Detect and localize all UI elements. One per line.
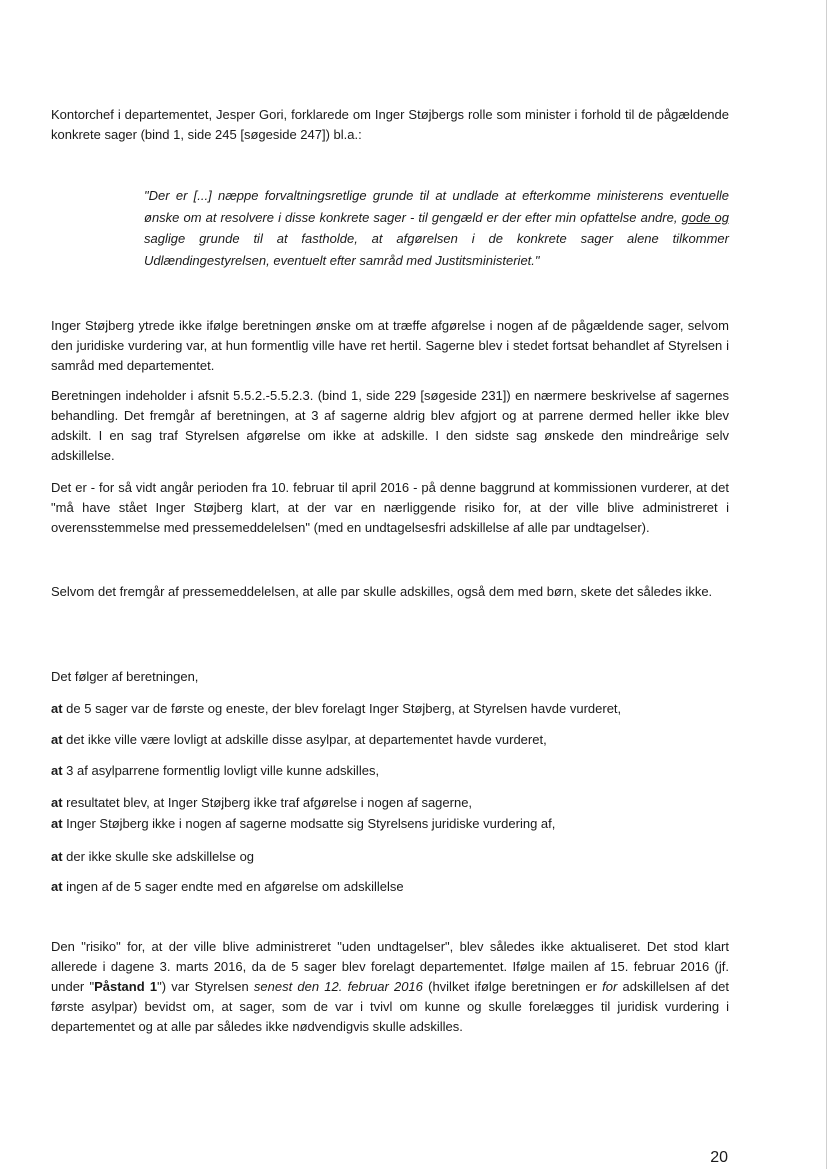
at-label: at (51, 795, 63, 810)
intro-paragraph: Kontorchef i departementet, Jesper Gori, forklarede om Inger Støjbergs rolle som minister i forhold til de pågældende konkrete sager (bind 1, side 245 [søgeside 247]) bl.a.: (51, 107, 729, 142)
final-italic-text-2: for (602, 979, 618, 994)
list-item-text: der ikke skulle ske adskillelse og (62, 849, 255, 864)
paragraph-3: Det er - for så vidt angår perioden fra 10. februar til april 2016 - på denne baggrund at kommissionen vurderer, at det "må have stået Inger Støjberg klart, at der var en nærliggende risiko for, at der ville blive administreret i overensstemmelse med pressemeddelelsen" (med en undtagelsesfri adskillelse af alle par undtagelser). (51, 480, 729, 535)
at-label: at (51, 701, 63, 716)
list-item (51, 815, 729, 833)
list-item (51, 700, 729, 718)
list-item-text: ingen af de 5 sager endte med en afgørelse om adskillelse (62, 879, 404, 894)
at-label: at (51, 816, 63, 831)
list-item-text: Inger Støjberg ikke i nogen af sagerne modsatte sig Styrelsens juridiske vurdering af, (62, 816, 556, 831)
final-text-1: Den "risiko" for, at der ville blive administreret "uden undtagelser", blev således ikke aktualiseret. Det stod klart allerede i dagene 3. marts 2016, da de 5 sager blev forelagt departementet. Ifølge mailen af 15. februar 2016 (jf. under " (51, 939, 729, 994)
list-intro: Det følger af beretningen, (51, 669, 199, 684)
paragraph-1: Inger Støjberg ytrede ikke ifølge beretningen ønske om at træffe afgørelse i nogen af de pågældende sager, selvom den juridiske vurdering var, at hun formentlig ville have ret hertil. Sagerne blev i stedet fortsat behandlet af Styrelsen i samråd med departementet. (51, 318, 729, 373)
list-item-text: de 5 sager var de første og eneste, der blev forelagt Inger Støjberg, at Styrelsen havde vurderet, (62, 701, 622, 716)
paragraph-4: Selvom det fremgår af pressemeddelelsen, at alle par skulle adskilles, også dem med børn, skete det således ikke. (51, 584, 713, 599)
at-label: at (51, 849, 63, 864)
final-bold-text: Påstand 1 (94, 979, 158, 994)
list-item (51, 848, 729, 866)
final-italic-text-1: senest den 12. februar 2016 (253, 979, 423, 994)
quote-text-1: "Der er [...] næppe forvaltningsretlige grunde til at undlade at efterkomme ministerens eventuelle ønske om at resolvere i disse konkrete sager - til gengæld er der efter min opfattelse andre, (144, 188, 729, 225)
final-paragraph (51, 937, 729, 1037)
list-item-text: det ikke ville være lovligt at adskille disse asylpar, at departementet havde vurderet, (62, 732, 547, 747)
list-item (51, 794, 729, 812)
quote-text-2: saglige grunde til at fastholde, at afgørelsen i de konkrete sager alene tilkommer Udlændingestyrelsen, eventuelt efter samråd med Justitsministeriet." (144, 231, 729, 268)
list-item-text: resultatet blev, at Inger Støjberg ikke traf afgørelse i nogen af sagerne, (62, 795, 473, 810)
list-item (51, 731, 729, 749)
block-quote (144, 185, 729, 271)
at-label: at (51, 763, 63, 778)
list-item-text: 3 af asylparrene formentlig lovligt ville kunne adskilles, (62, 763, 380, 778)
quote-underlined-text: gode og (681, 209, 729, 225)
at-label: at (51, 732, 63, 747)
final-text-2: ") var Styrelsen (157, 979, 254, 994)
at-label: at (51, 879, 63, 894)
final-text-4: adskillelsen af det første asylpar) bevidst om, at sager, som de var i tvivl om kunne og skulle forelægges til juridisk vurdering i departementet og at alle par således ikke nødvendigvis skulle adskilles. (51, 979, 730, 1034)
page-number: 20 (710, 1149, 728, 1166)
paragraph-2: Beretningen indeholder i afsnit 5.5.2.-5.5.2.3. (bind 1, side 229 [søgeside 231]) en nærmere beskrivelse af sagernes behandling. Det fremgår af beretningen, at 3 af sagerne aldrig blev afgjort og at parrene dermed heller ikke blev adskilt. I en sag traf Styrelsen afgørelse om ikke at adskille. I den sidste sag ønskede den mindreårige selv adskillelse. (51, 388, 729, 463)
list-item (51, 878, 729, 896)
list-item (51, 762, 729, 780)
final-text-3: (hvilket ifølge beretningen er (422, 979, 603, 994)
